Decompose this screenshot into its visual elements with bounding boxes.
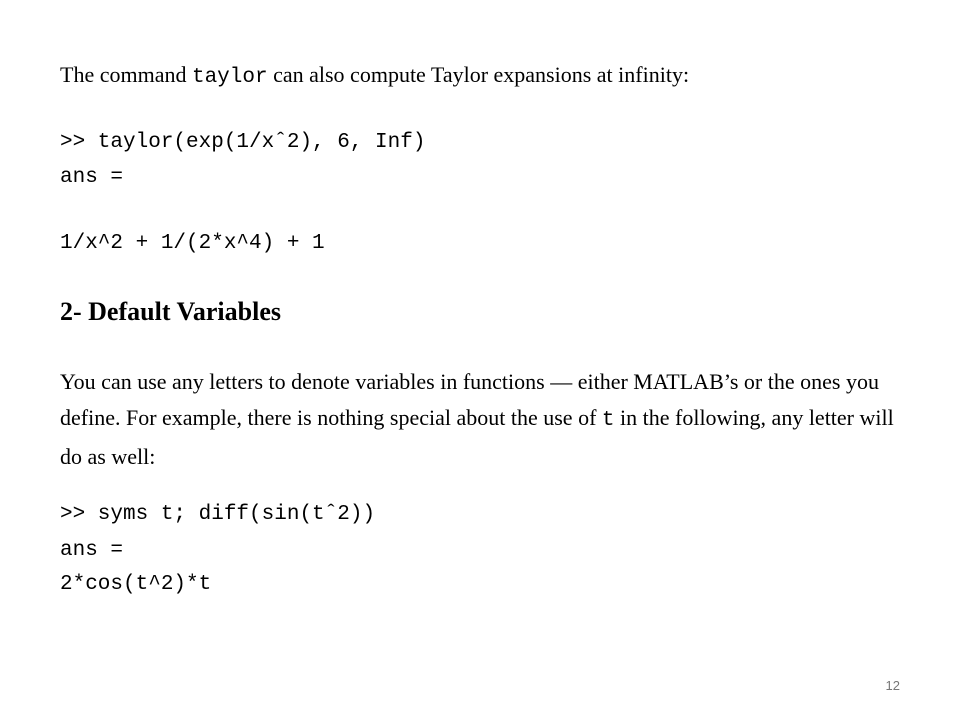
intro-code: taylor <box>191 66 268 89</box>
paragraph-text-1: You can use any letters to denote variables in functions — either MATLAB’s or the ones you define. For example, there is nothing special about the use of <box>60 369 879 430</box>
intro-after: can also compute Taylor expansions at infinity: <box>267 62 690 87</box>
section-heading: 2- Default Variables <box>60 297 281 326</box>
example1-result: 1/x^2 + 1/(2*x^4) + 1 <box>60 232 325 255</box>
example2-result: 2*cos(t^2)*t <box>60 573 212 596</box>
paragraph-text-2: in the following, any letter will do as well: <box>60 405 894 469</box>
example1-command: >> taylor(exp(1/xˆ2), 6, Inf) <box>60 131 426 154</box>
page-number: 12 <box>885 678 900 693</box>
example1-ans-label: ans = <box>60 166 124 189</box>
example2-ans-label: ans = <box>60 539 124 562</box>
example2-command: >> syms t; diff(sin(tˆ2)) <box>60 503 376 526</box>
paragraph-code: t <box>601 409 615 432</box>
body-paragraph <box>60 364 910 475</box>
intro-text <box>60 64 689 88</box>
intro-before: The command <box>60 62 192 87</box>
